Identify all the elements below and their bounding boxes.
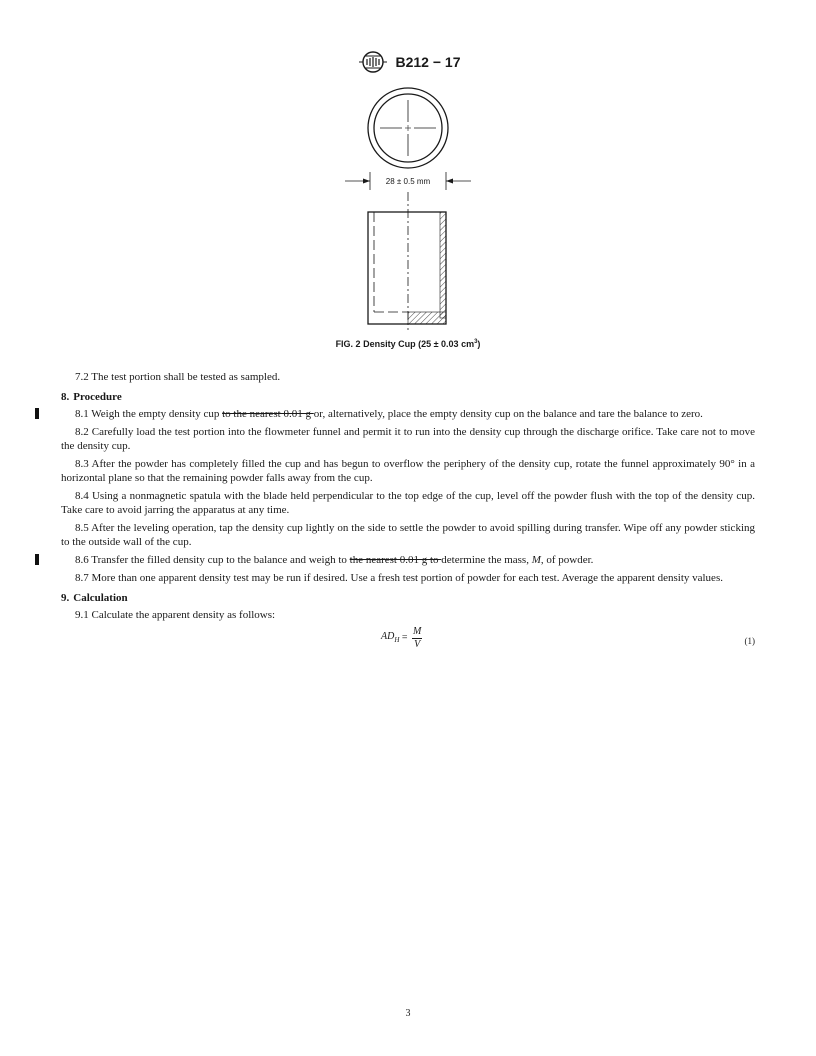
revision-change-bar xyxy=(35,408,39,419)
paragraph-8-6: 8.6 Transfer the filled density cup to the balance and weigh to the nearest 0.01 g to determine the mass, M, of powder. xyxy=(61,553,755,567)
cup-top-view xyxy=(368,88,448,168)
figure-caption: FIG. 2 Density Cup (25 ± 0.03 $cm^3$) xyxy=(335,339,481,349)
paragraph-8-1: 8.1 Weigh the empty density cup to the nearest 0.01 g or, alternatively, place the empty density cup on the balance and tare the balance to zero. xyxy=(61,407,755,421)
paragraph-8-5: 8.5 After the leveling operation, tap the density cup lightly on the side to settle the powder to avoid spilling during transfer. Wipe off any powder sticking to the outside wall of the cup. xyxy=(61,522,755,548)
page-number: 3 xyxy=(405,1008,411,1019)
paragraph-8-4: 8.4 Using a nonmagnetic spatula with the blade held perpendicular to the top edge of the cup, level off the powder flush with the top of the density cup. Take care to avoid jarring the apparatus at any time. xyxy=(61,490,755,516)
cup-section-view xyxy=(368,212,446,324)
paragraph-8-3: 8.3 After the powder has completely filled the cup and has begun to overflow the periphery of the density cup, rotate the funnel approximately 90° in a horizontal plane so that the remaining powder falls away from the cup. xyxy=(61,458,755,484)
revision-change-bar xyxy=(35,554,39,565)
deleted-text: to the nearest 0.01 g xyxy=(222,408,314,420)
section-heading-procedure: 8. Procedure xyxy=(61,391,122,403)
document-header xyxy=(0,50,816,74)
astm-logo-icon xyxy=(356,50,390,74)
equation-number: (1) xyxy=(744,636,755,646)
paragraph-8-2: 8.2 Carefully load the test portion into the flowmeter funnel and permit it to run into the density cup through the discharge orifice. Take care not to move the density cup. xyxy=(61,426,755,452)
fraction: $\frac{M}{V}$ xyxy=(413,626,422,650)
dimension-label: 28 ± 0.5 mm xyxy=(385,177,431,186)
deleted-text: the nearest 0.01 g to xyxy=(349,554,442,566)
paragraph-8-7: 8.7 More than one apparent density test may be run if desired. Use a fresh test portion of powder for each test. Average the apparent density values. xyxy=(75,572,723,584)
paragraph-7-2: 7.2 The test portion shall be tested as sampled. xyxy=(75,371,281,383)
density-cup-figure xyxy=(330,80,490,330)
paragraph-9-1: 9.1 Calculate the apparent density as follows: xyxy=(75,609,276,621)
standard-designation: B212 − 17 xyxy=(395,54,461,70)
equation-1: $AD_H$ = $\frac{M}{V}$ (1) xyxy=(381,626,755,650)
document-body xyxy=(61,370,755,656)
section-heading-calculation: 9. Calculation xyxy=(61,592,128,604)
